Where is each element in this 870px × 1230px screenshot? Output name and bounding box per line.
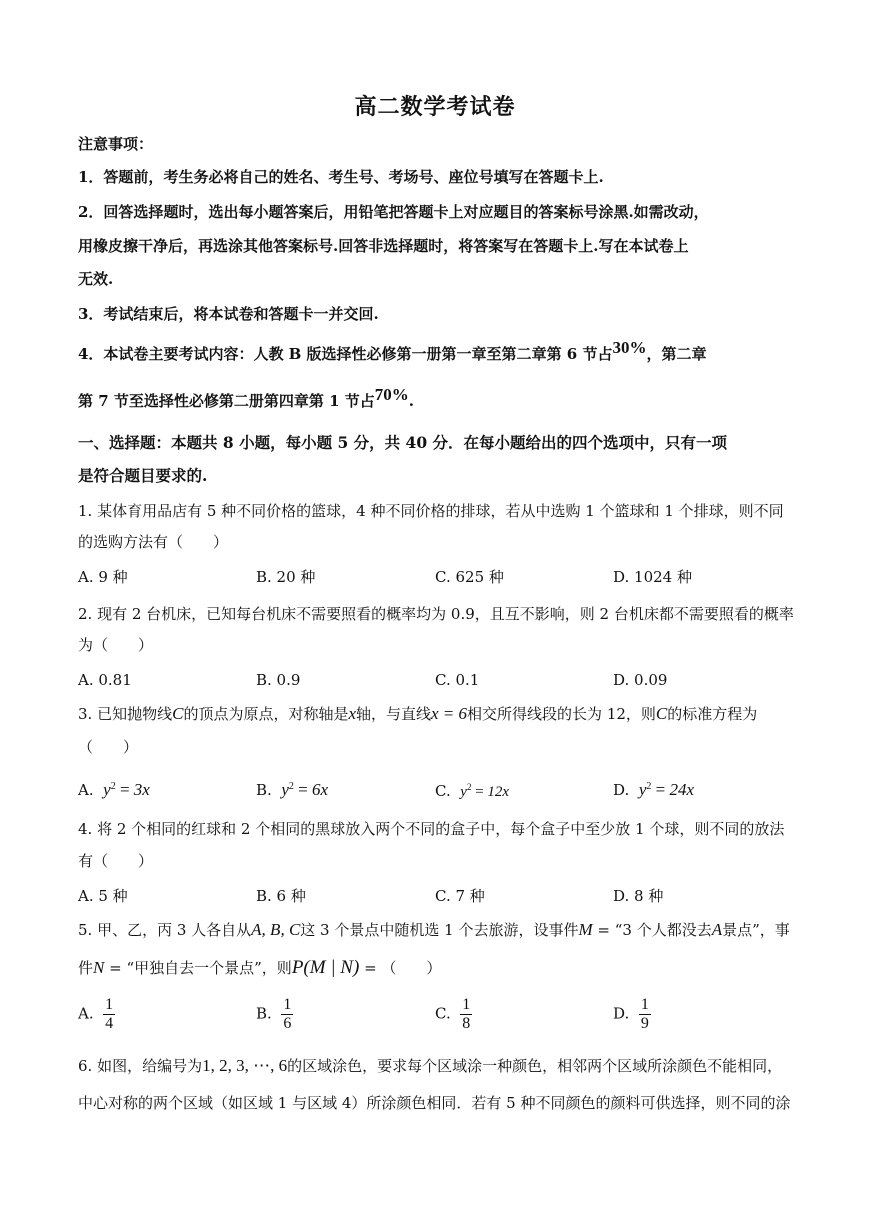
option-label: A. — [78, 781, 94, 799]
notice-item-4-text-c: 第 7 节至选择性必修第二册第四章第 1 节占 — [78, 392, 375, 410]
question-5-option-d — [613, 996, 651, 1033]
point-a-symbol: A — [711, 920, 723, 939]
parabola-c-symbol-2: C — [655, 704, 668, 723]
question-6-text-2: 的区域涂色，要求每个区域涂一种颜色，相邻两个区域所涂颜色不能相同， — [287, 1057, 783, 1075]
points-abc: A, B, C — [251, 920, 301, 939]
question-6-stem — [78, 1055, 782, 1077]
question-2-stem: 2. 现有 2 台机床，已知每台机床不需要照看的概率均为 0.9，且互不影响，则 2 台机床都不需要照看的概率 — [78, 605, 794, 623]
denominator: 9 — [640, 1015, 649, 1032]
line-equation: x = 6 — [431, 704, 468, 723]
question-1-stem: 1. 某体育用品店有 5 种不同价格的篮球，4 种不同价格的排球，若从中选购 1 个篮球和 1 个排球，则不同 — [78, 502, 784, 520]
fraction — [639, 996, 651, 1033]
question-5-stem — [78, 919, 790, 941]
question-3-text-3: 轴，与直线 — [356, 705, 432, 723]
conditional-probability: P(M | N) — [291, 957, 360, 978]
denominator: 4 — [105, 1015, 114, 1032]
percent-30: 30% — [612, 338, 647, 357]
numerator: 1 — [462, 996, 471, 1013]
exponent: 2 — [110, 781, 116, 792]
option-label: C. — [435, 1004, 451, 1023]
question-5-option-c — [435, 996, 472, 1033]
question-3-option-b — [256, 776, 328, 801]
question-1-option-c: C. 625 种 — [435, 568, 504, 586]
question-2-option-a: A. 0.81 — [78, 671, 132, 689]
x-axis-symbol: x — [348, 704, 356, 723]
question-4-option-b: B. 6 种 — [256, 887, 306, 905]
fraction — [460, 996, 472, 1033]
rhs: 6x — [311, 780, 329, 799]
option-label: D. — [613, 1004, 630, 1023]
percent-70: 70% — [374, 385, 409, 404]
option-label: B. — [256, 781, 272, 799]
lhs-y: y — [281, 780, 289, 799]
question-5-stem-cont — [78, 957, 441, 979]
question-3-option-c — [435, 776, 509, 803]
notice-item-4-text-d: . — [408, 392, 414, 410]
event-m-symbol: M — [578, 920, 593, 939]
question-4-option-a: A. 5 种 — [78, 887, 128, 905]
rhs: 12x — [487, 784, 510, 800]
fraction — [281, 996, 293, 1033]
section-1-heading-cont: 是符合题目要求的. — [78, 466, 208, 485]
question-6-text-1: 6. 如图，给编号为 — [78, 1057, 203, 1075]
rhs: 24x — [669, 780, 694, 799]
question-5-text-2: 这 3 个景点中随机选 1 个去旅游，设事件 — [300, 921, 579, 939]
option-label: C. — [435, 782, 451, 800]
question-1-stem-cont: 的选购方法有（ ） — [78, 533, 229, 551]
notice-item-4 — [78, 338, 707, 365]
equals-sign: = — [471, 784, 488, 800]
notice-item-4-cont — [78, 385, 414, 412]
rhs: 3x — [133, 780, 150, 799]
question-5-option-b — [256, 996, 293, 1033]
question-3-option-a — [78, 776, 150, 801]
notice-item-1: 1．答题前，考生务必将自己的姓名、考生号、考场号、座位号填写在答题卡上. — [78, 168, 604, 186]
question-5-text-1: 5. 甲、乙，丙 3 人各自从 — [78, 921, 252, 939]
question-3-stem — [78, 703, 757, 725]
question-1-option-d: D. 1024 种 — [613, 568, 692, 586]
question-5-text-3: = “3 个人都没去 — [592, 921, 712, 939]
denominator: 8 — [462, 1015, 471, 1032]
question-5-text-6: = “甲独自去一个景点”，则 — [104, 959, 292, 977]
option-label: B. — [256, 1004, 272, 1023]
lhs-y: y — [638, 780, 647, 799]
question-4-stem-cont: 有（ ） — [78, 852, 154, 870]
equals-sign: = — [293, 780, 312, 799]
exponent: 2 — [288, 781, 294, 792]
question-3-option-d — [613, 776, 694, 801]
numerator: 1 — [283, 996, 292, 1013]
question-2-option-b: B. 0.9 — [256, 671, 301, 689]
region-sequence: 1, 2, 3, ⋯, 6 — [202, 1056, 288, 1075]
denominator: 6 — [283, 1015, 292, 1032]
question-2-option-d: D. 0.09 — [613, 671, 668, 689]
question-5-text-5: 件 — [78, 959, 94, 977]
question-5-text-4: 景点”，事 — [722, 921, 790, 939]
question-3-text-2: 的顶点为原点，对称轴是 — [183, 705, 349, 723]
question-5-option-a — [78, 996, 115, 1033]
lhs-y: y — [460, 784, 467, 800]
option-label: A. — [78, 1004, 94, 1023]
question-2-option-c: C. 0.1 — [435, 671, 480, 689]
notice-item-2-cont: 用橡皮擦干净后，再选涂其他答案标号.回答非选择题时，将答案写在答题卡上.写在本试卷上 — [78, 237, 689, 255]
question-5-text-7: = （ ） — [359, 959, 442, 977]
question-2-stem-cont: 为（ ） — [78, 636, 154, 654]
question-3-stem-cont: （ ） — [78, 738, 139, 756]
numerator: 1 — [640, 996, 649, 1013]
question-1-option-a: A. 9 种 — [78, 568, 128, 586]
question-3-text-1: 3. 已知抛物线 — [78, 705, 173, 723]
exponent: 2 — [646, 781, 652, 792]
fraction — [103, 996, 115, 1033]
question-4-option-d: D. 8 种 — [613, 887, 664, 905]
question-1-option-b: B. 20 种 — [256, 568, 316, 586]
notice-item-2: 2．回答选择题时，选出每小题答案后，用铅笔把答题卡上对应题目的答案标号涂黑.如需改动， — [78, 203, 709, 221]
notice-item-2-end: 无效. — [78, 270, 114, 288]
question-4-option-c: C. 7 种 — [435, 887, 485, 905]
notice-item-4-text-a: 4．本试卷主要考试内容：人教 B 版选择性必修第一册第一章至第二章第 6 节占 — [78, 345, 613, 363]
notice-item-4-text-b: ，第二章 — [646, 345, 707, 363]
exponent: 2 — [466, 782, 472, 792]
question-4-stem: 4. 将 2 个相同的红球和 2 个相同的黑球放入两个不同的盒子中，每个盒子中至少放 1 个球，则不同的放法 — [78, 820, 785, 838]
option-label: D. — [613, 781, 630, 799]
question-6-stem-cont: 中心对称的两个区域（如区域 1 与区域 4）所涂颜色相同．若有 5 种不同颜色的颜料可供选择，则不同的涂 — [78, 1094, 791, 1112]
event-n-symbol: N — [93, 958, 105, 977]
question-3-text-5: 的标准方程为 — [667, 705, 758, 723]
equals-sign: = — [115, 780, 134, 799]
equals-sign: = — [651, 780, 670, 799]
notice-heading: 注意事项： — [78, 135, 154, 153]
question-3-text-4: 相交所得线段的长为 12，则 — [467, 705, 656, 723]
lhs-y: y — [103, 780, 111, 799]
parabola-c-symbol: C — [172, 704, 184, 723]
notice-item-3: 3．考试结束后，将本试卷和答题卡一并交回. — [78, 305, 379, 323]
numerator: 1 — [105, 996, 114, 1013]
section-1-heading: 一、选择题：本题共 8 小题，每小题 5 分，共 40 分．在每小题给出的四个选项中，只有一项 — [78, 433, 728, 452]
exam-title: 高二数学考试卷 — [354, 94, 516, 120]
